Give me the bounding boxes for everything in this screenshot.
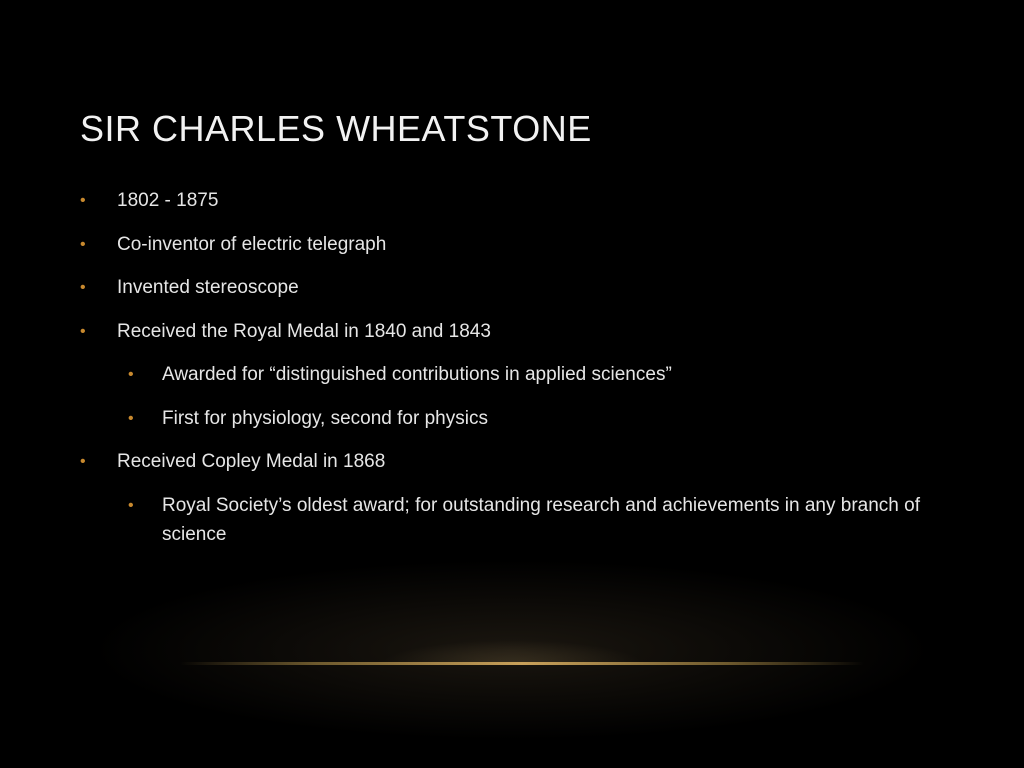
- decorative-divider: [180, 662, 864, 665]
- bullet-marker: •: [80, 279, 86, 296]
- bullet-text: Royal Society’s oldest award; for outstanding research and achievements in any branch of science: [162, 494, 920, 545]
- divider-glow: [380, 640, 644, 664]
- bullet-text: Invented stereoscope: [117, 277, 299, 298]
- bullet-marker: •: [128, 409, 134, 427]
- bullet-text: Received Copley Medal in 1868: [117, 451, 386, 472]
- bullet-item: [80, 273, 920, 302]
- bullet-text: 1802 - 1875: [117, 190, 219, 211]
- bullet-list: [80, 186, 920, 563]
- bullet-text: First for physiology, second for physics: [162, 407, 488, 429]
- bullet-text: Co-inventor of electric telegraph: [117, 233, 387, 255]
- bullet-marker: •: [80, 235, 86, 253]
- bullet-marker: •: [80, 322, 86, 340]
- sub-bullet-item: [80, 404, 920, 433]
- slide-title: SIR CHARLES WHEATSTONE: [80, 108, 592, 149]
- bullet-text: Awarded for “distinguished contributions in applied sciences”: [162, 364, 672, 385]
- sub-bullet-item: [80, 360, 920, 389]
- bullet-item: [80, 186, 920, 215]
- bullet-marker: •: [80, 192, 86, 209]
- bullet-marker: •: [128, 366, 134, 383]
- bullet-item: [80, 447, 920, 476]
- bullet-marker: •: [80, 453, 86, 470]
- bullet-marker: •: [128, 496, 134, 514]
- sub-bullet-item: [80, 491, 920, 549]
- bullet-text: Received the Royal Medal in 1840 and 1843: [117, 320, 491, 342]
- bullet-item: [80, 317, 920, 346]
- bullet-item: [80, 230, 920, 259]
